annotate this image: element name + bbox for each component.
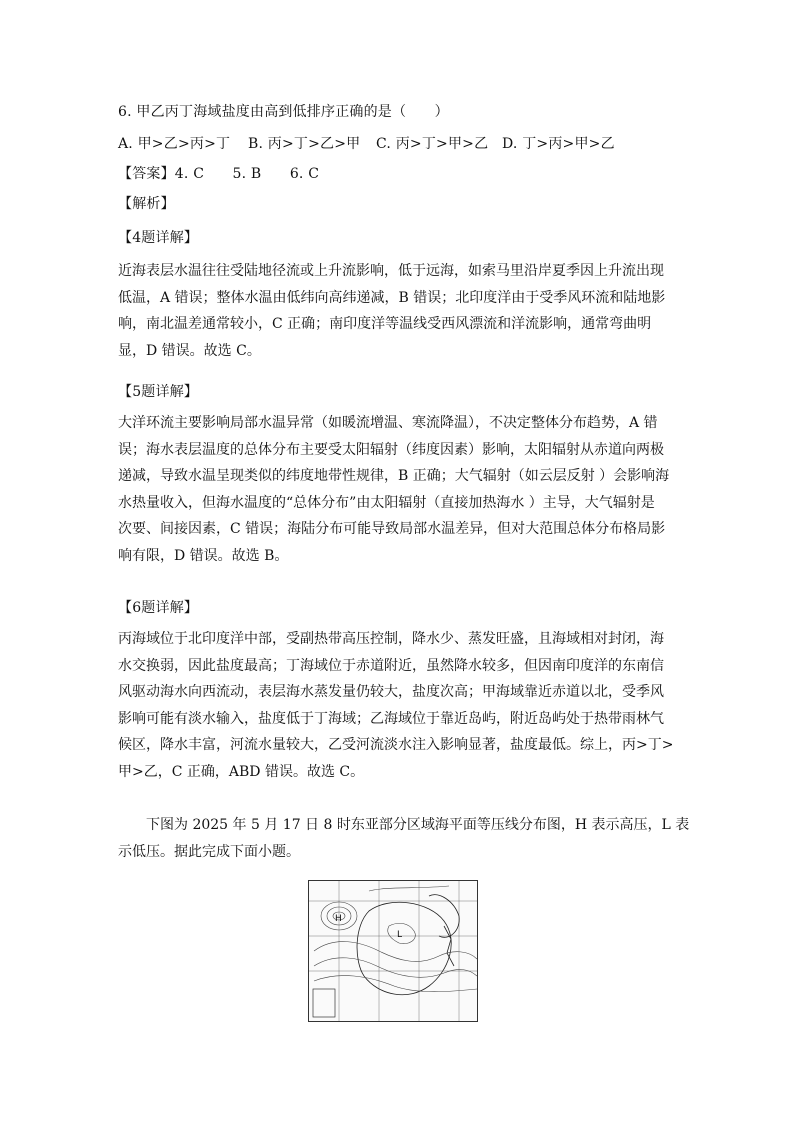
q5-line: 误；海水表层温度的总体分布主要受太阳辐射（纬度因素）影响，太阳辐射从赤道向两极 [118,441,664,458]
q6-explanation [118,626,678,785]
q6-line: 风驱动海水向西流动，表层海水蒸发量仍较大，盐度次高；甲海域靠近赤道以北，受季风 [118,684,664,700]
high-pressure-label: H [335,914,342,924]
q5-heading: 【5题详解】 [118,384,199,400]
q5-line: 水热量收入，但海水温度的“总体分布”由太阳辐射（直接加热海水 ）主导，大气辐射是 [118,494,655,511]
isobar-map-figure [308,880,478,1022]
q4-line: 近海表层水温往往受陆地径流或上升流影响，低于远海，如索马里沿岸夏季因上升流出现 [118,263,664,279]
q6-line: 候区，降水丰富，河流水量较大，乙受河流淡水注入影响显著，盐度最低。综上，丙>丁> [118,737,674,753]
q4-heading: 【4题详解】 [118,230,199,246]
q6-line: 水交换弱，因此盐度最高；丁海域位于赤道附近，虽然降水较多，但因南印度洋的东南信 [118,657,664,674]
question-6-options [118,134,615,154]
q6-heading: 【6题详解】 [118,600,199,616]
option-c: C. 丙>丁>甲>乙 [376,136,489,152]
intro-line: 下图为 2025 年 5 月 17 日 8 时东亚部分区域海平面等压线分布图，H 表示高压，L 表 [118,817,690,833]
q4-explanation [118,258,678,364]
q5-line: 响有限，D 错误。故选 B。 [118,547,289,564]
analysis-heading: 【解析】 [118,196,175,212]
q4-line: 低温，A 错误；整体水温由低纬向高纬递减，B 错误；北印度洋由于受季风环流和陆地影 [118,289,666,306]
q5-line: 次要、间接因素，C 错误；海陆分布可能导致局部水温差异，但对大范围总体分布格局影 [118,521,666,537]
option-d: D. 丁>丙>甲>乙 [502,136,615,152]
q6-line: 丙海域位于北印度洋中部，受副热带高压控制，降水少、蒸发旺盛，且海域相对封闭，海 [118,631,664,647]
low-pressure-label: L [397,930,403,940]
q5-explanation [118,410,678,569]
q6-line: 甲>乙，C 正确，ABD 错误。故选 C。 [118,763,365,780]
isobar-map-drawing [309,881,477,1021]
option-a: A. 甲>乙>丙>丁 [118,136,231,152]
q4-line: 响，南北温差通常较小，C 正确；南印度洋等温线受西风漂流和洋流影响，通常弯曲明 [118,316,652,332]
q6-line: 影响可能有淡水输入，盐度低于丁海域；乙海域位于靠近岛屿，附近岛屿处于热带雨林气 [118,710,664,727]
question-6-stem: 6. 甲乙丙丁海域盐度由高到低排序正确的是（ ） [118,104,449,120]
q5-line: 大洋环流主要影响局部水温异常（如暖流增温、寒流降温），不决定整体分布趋势，A 错 [118,415,658,431]
q4-line: 显，D 错误。故选 C。 [118,342,261,359]
option-b: B. 丙>丁>乙>甲 [248,136,361,152]
new-question-intro [118,812,690,865]
q5-line: 递减，导致水温呈现类似的纬度地带性规律，B 正确；大气辐射（如云层反射 ）会影响海 [118,468,670,484]
intro-line: 示低压。据此完成下面小题。 [118,843,300,860]
answer-line: 【答案】4. C 5. B 6. C [118,166,320,182]
